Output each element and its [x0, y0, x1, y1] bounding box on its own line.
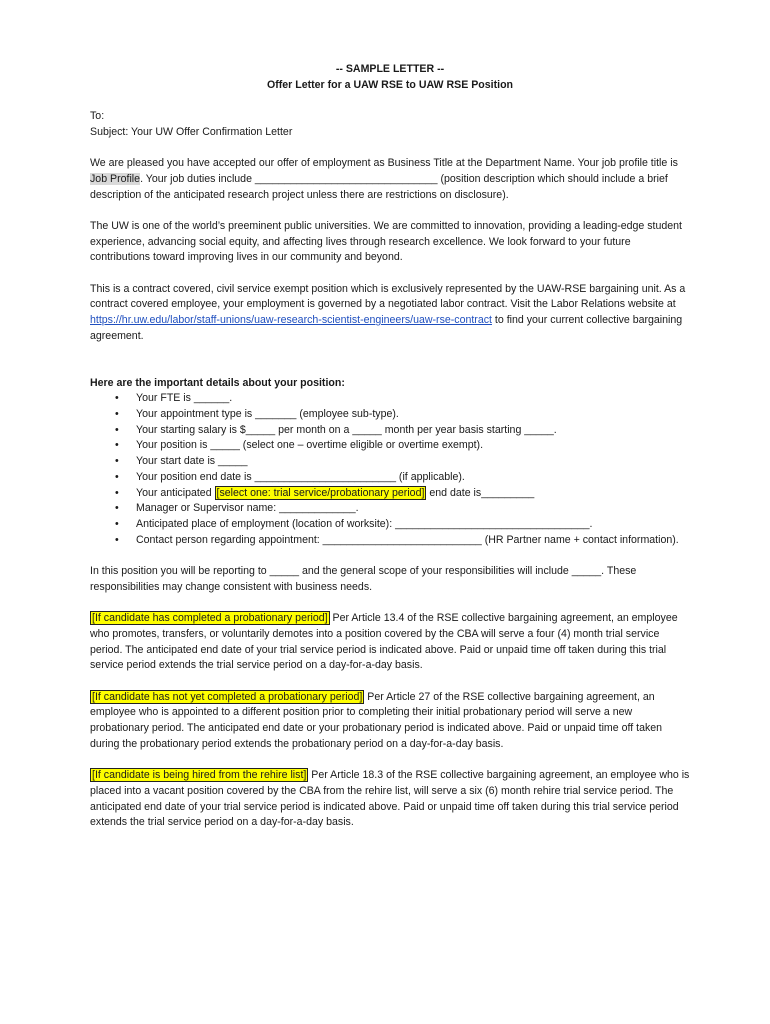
bullet-icon: • — [115, 392, 119, 405]
list-item: • Your FTE is ______. — [90, 391, 690, 407]
details-heading: Here are the important details about your position: — [90, 376, 345, 389]
paragraph-uw: The UW is one of the world’s preeminent public universities. We are committed to innovation, providing a leading-edge student experience, advancing social equity, and affecting lives through research excellence. We look forward to your future contributions toward improving lives in our community and beyond. — [90, 219, 682, 264]
title-line-2: Offer Letter for a UAW RSE to UAW RSE Position — [266, 78, 514, 91]
completed-probation-placeholder: [If candidate has completed a probationary period] — [92, 612, 328, 625]
to-line: To: — [90, 110, 105, 123]
paragraph-completed-probation: [If candidate has completed a probationary period] Per Article 13.4 of the RSE collective bargaining agreement, an employee who promotes, transfers, or voluntarily demotes into a position covered by the CBA will serve a four (4) month trial service period. The anticipated end date of your trial service period is indicated above. Paid or unpaid time off taken during this trial service period extends the trial service period on a day-for-a-day basis. — [90, 612, 678, 672]
list-item: • Your start date is _____ — [90, 454, 690, 470]
rehire-list-placeholder: [If candidate is being hired from the rehire list] — [92, 769, 307, 782]
list-item: • Anticipated place of employment (location of worksite): _________________________________. — [90, 517, 690, 533]
details-list — [90, 391, 690, 548]
paragraph-acceptance — [90, 156, 690, 203]
paragraph-acceptance-text-b: . Your job duties include _______________________________ (position description which should include a brief description of the anticipated research project unless there are restrictions on disclosure). — [90, 172, 668, 201]
bullet-icon: • — [115, 423, 119, 436]
not-completed-probation-placeholder: [If candidate has not yet completed a probationary period] — [92, 690, 363, 703]
list-item: • Your anticipated [select one: trial service/probationary period] end date is_________ — [90, 486, 690, 502]
paragraph-contract-text-b: to find your current collective bargaining agreement. — [90, 314, 683, 342]
list-item: • Your position is _____ (select one – overtime eligible or overtime exempt). — [90, 438, 690, 454]
list-item: • Contact person regarding appointment: ___________________________ (HR Partner name + contact information). — [90, 533, 690, 549]
bullet-icon: • — [115, 502, 119, 515]
bullet-icon: • — [115, 486, 119, 499]
letter-title — [90, 62, 690, 93]
labor-relations-link[interactable]: https://hr.uw.edu/labor/staff-unions/uaw-research-scientist-engineers/uaw-rse-contract — [90, 314, 492, 327]
anticipated-period-placeholder: [select one: trial service/probationary period] — [216, 486, 425, 499]
list-item: • Your starting salary is $_____ per month on a _____ month per year basis starting _____. — [90, 423, 690, 439]
paragraph-acceptance-text-a: We are pleased you have accepted our offer of employment as Business Title at the Department Name. Your job profile title is — [90, 157, 678, 170]
subject-line: Subject: Your UW Offer Confirmation Letter — [90, 125, 293, 138]
bullet-icon: • — [115, 533, 119, 546]
bullet-icon: • — [115, 517, 119, 530]
paragraph-not-completed-probation: [If candidate has not yet completed a probationary period] Per Article 27 of the RSE collective bargaining agreement, an employee who is appointed to a different position prior to completing their initial probationary period will serve a new probationary period. The anticipated end date or your probationary period is indicated above. Paid or unpaid time off taken during the probationary period extends the probationary period on a day-for-a-day basis. — [90, 690, 663, 750]
paragraph-rehire-list: [If candidate is being hired from the rehire list] Per Article 18.3 of the RSE collective bargaining agreement, an employee who is placed into a vacant position covered by the CBA from the rehire list, will serve a six (6) month rehire trial service period. The anticipated end date of your trial service period is indicated above. Paid or unpaid time off taken during this trial service period extends the trial service period on a day-for-a-day basis. — [90, 769, 690, 829]
bullet-icon: • — [115, 455, 119, 468]
bullet-icon: • — [115, 439, 119, 452]
bullet-icon: • — [115, 470, 119, 483]
letter-body — [90, 62, 690, 831]
list-item: • Your appointment type is _______ (employee sub-type). — [90, 407, 690, 423]
paragraph-contract-text-a: This is a contract covered, civil service exempt position which is exclusively represented by the UAW-RSE bargaining unit. As a contract covered employee, your employment is governed by a negotiated labor contract. Visit the Labor Relations website at — [90, 282, 686, 311]
paragraph-reporting: In this position you will be reporting to _____ and the general scope of your responsibilities will include _____. These responsibilities may change consistent with business needs. — [90, 565, 637, 593]
title-line-1: -- SAMPLE LETTER -- — [335, 63, 445, 75]
list-item: • Your position end date is ________________________ (if applicable). — [90, 470, 690, 486]
job-profile-field: Job Profile — [90, 172, 141, 185]
bullet-icon: • — [115, 408, 119, 420]
list-item: • Manager or Supervisor name: _____________. — [90, 501, 690, 517]
paragraph-contract — [90, 282, 690, 345]
